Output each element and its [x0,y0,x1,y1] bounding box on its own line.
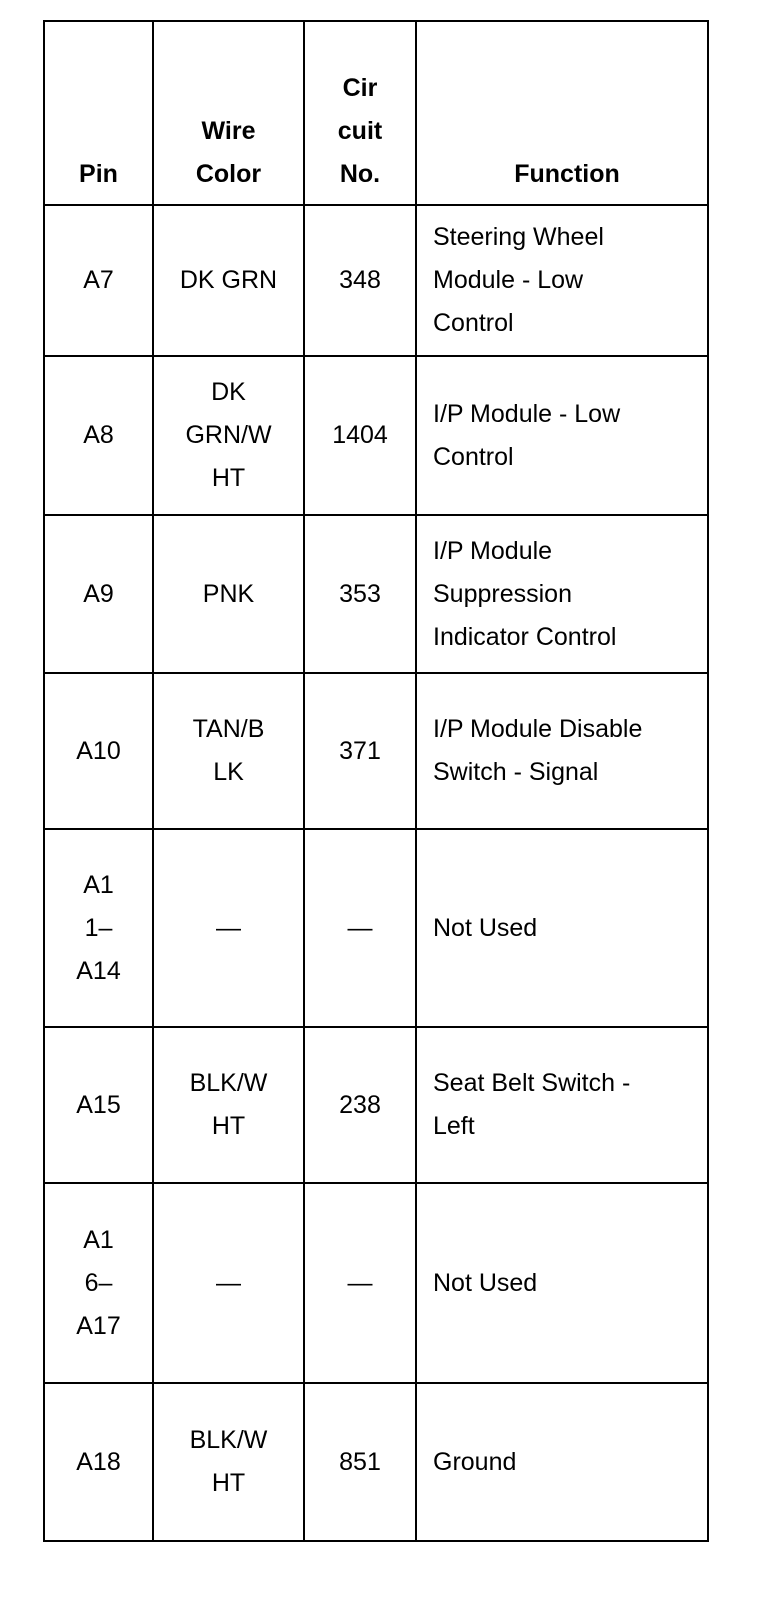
cell-function: I/P Module - Low Control [416,356,708,515]
cell-circuit-no: 238 [304,1027,416,1183]
header-function: Function [416,21,708,205]
cell-pin: A1 6– A17 [44,1183,153,1383]
cell-circuit-no: — [304,1183,416,1383]
header-row [44,21,708,205]
cell-wire-color: PNK [153,515,304,673]
cell-wire-color: — [153,829,304,1027]
cell-pin: A8 [44,356,153,515]
table-row [44,515,708,673]
table-row [44,1383,708,1541]
cell-circuit-no: 353 [304,515,416,673]
cell-function: Seat Belt Switch - Left [416,1027,708,1183]
cell-pin: A9 [44,515,153,673]
cell-function: Ground [416,1383,708,1541]
table-row [44,356,708,515]
cell-wire-color: BLK/W HT [153,1027,304,1183]
cell-function: I/P Module Suppression Indicator Control [416,515,708,673]
cell-wire-color: TAN/B LK [153,673,304,829]
header-circuit-no: Cir cuit No. [304,21,416,205]
cell-function: Not Used [416,829,708,1027]
table-row [44,829,708,1027]
cell-pin: A1 1– A14 [44,829,153,1027]
pin-connector-table [43,20,709,1542]
table-row [44,673,708,829]
cell-circuit-no: — [304,829,416,1027]
cell-pin: A15 [44,1027,153,1183]
cell-pin: A18 [44,1383,153,1541]
cell-function: Steering Wheel Module - Low Control [416,205,708,356]
cell-wire-color: DK GRN [153,205,304,356]
cell-function: I/P Module Disable Switch - Signal [416,673,708,829]
table-row [44,205,708,356]
cell-function: Not Used [416,1183,708,1383]
cell-wire-color: DK GRN/W HT [153,356,304,515]
cell-pin: A10 [44,673,153,829]
cell-wire-color: — [153,1183,304,1383]
cell-wire-color: BLK/W HT [153,1383,304,1541]
table-row [44,1183,708,1383]
cell-pin: A7 [44,205,153,356]
cell-circuit-no: 348 [304,205,416,356]
cell-circuit-no: 1404 [304,356,416,515]
cell-circuit-no: 371 [304,673,416,829]
header-pin: Pin [44,21,153,205]
header-wire-color: Wire Color [153,21,304,205]
table-row [44,1027,708,1183]
cell-circuit-no: 851 [304,1383,416,1541]
